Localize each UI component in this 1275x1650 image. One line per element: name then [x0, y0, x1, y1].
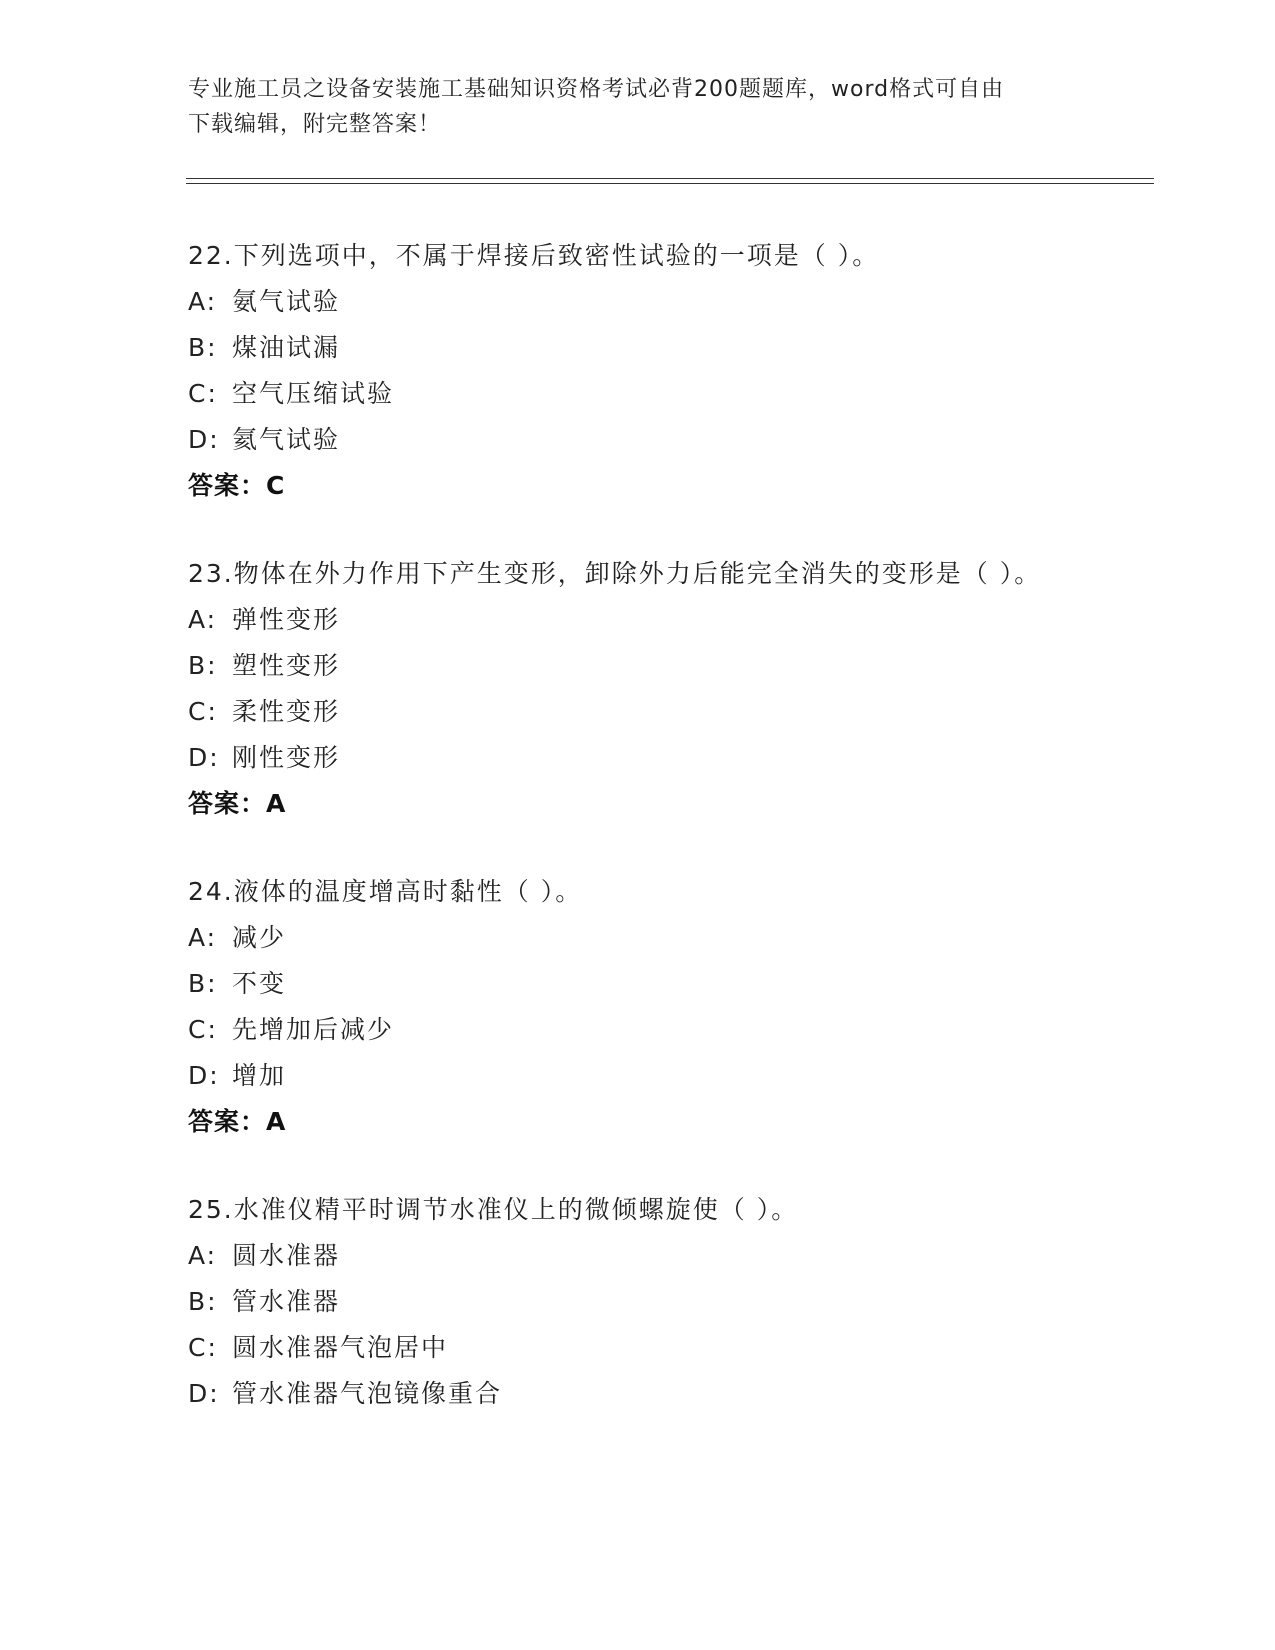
option-text: 不变: [232, 969, 287, 998]
answer-line: 答案：C: [188, 471, 286, 500]
header-divider-bottom: [186, 183, 1154, 184]
option-letter: B:: [188, 1287, 218, 1316]
question-text: 24.液体的温度增高时黏性（ ）。: [188, 877, 583, 906]
answer-line: 答案：A: [188, 1107, 287, 1136]
question-23: [188, 551, 1068, 827]
option-letter: D:: [188, 1379, 220, 1408]
header-line-2: 下载编辑，附完整答案！: [188, 112, 442, 137]
option-a: [188, 597, 1068, 643]
option-letter: C:: [188, 697, 218, 726]
option-letter: B:: [188, 969, 218, 998]
option-c: [188, 689, 1068, 735]
option-letter: A:: [188, 287, 218, 316]
option-text: 煤油试漏: [232, 333, 341, 362]
option-c: [188, 1007, 1068, 1053]
option-d: [188, 1371, 1068, 1417]
header-divider-top: [186, 178, 1154, 179]
option-c: [188, 1325, 1068, 1371]
option-letter: C:: [188, 379, 218, 408]
option-text: 氦气试验: [232, 425, 341, 454]
option-text: 空气压缩试验: [232, 379, 395, 408]
option-b: [188, 325, 1068, 371]
question-list: [188, 233, 1068, 1459]
question-text: 25.水准仪精平时调节水准仪上的微倾螺旋使（ ）。: [188, 1195, 799, 1224]
option-letter: A:: [188, 605, 218, 634]
option-d: [188, 417, 1068, 463]
option-letter: D:: [188, 425, 220, 454]
question-text: 22.下列选项中，不属于焊接后致密性试验的一项是（ ）。: [188, 241, 880, 270]
option-a: [188, 279, 1068, 325]
question-25: [188, 1187, 1068, 1417]
option-letter: D:: [188, 1061, 220, 1090]
option-letter: A:: [188, 923, 218, 952]
option-b: [188, 961, 1068, 1007]
option-text: 管水准器: [232, 1287, 341, 1316]
option-c: [188, 371, 1068, 417]
option-text: 管水准器气泡镜像重合: [232, 1379, 503, 1408]
option-text: 塑性变形: [232, 651, 341, 680]
header-line-1: 专业施工员之设备安装施工基础知识资格考试必背200题题库，word格式可自由: [188, 77, 1005, 102]
option-b: [188, 1279, 1068, 1325]
option-text: 弹性变形: [232, 605, 341, 634]
option-text: 刚性变形: [232, 743, 341, 772]
document-header: [188, 72, 1088, 142]
option-d: [188, 735, 1068, 781]
option-text: 减少: [232, 923, 287, 952]
option-d: [188, 1053, 1068, 1099]
option-letter: C:: [188, 1015, 218, 1044]
question-22: [188, 233, 1068, 509]
option-a: [188, 915, 1068, 961]
option-text: 圆水准器气泡居中: [232, 1333, 449, 1362]
option-text: 增加: [232, 1061, 287, 1090]
option-text: 先增加后减少: [232, 1015, 395, 1044]
option-letter: B:: [188, 651, 218, 680]
option-text: 柔性变形: [232, 697, 341, 726]
option-b: [188, 643, 1068, 689]
option-letter: C:: [188, 1333, 218, 1362]
question-24: [188, 869, 1068, 1145]
question-text: 23.物体在外力作用下产生变形，卸除外力后能完全消失的变形是（ ）。: [188, 559, 1042, 588]
option-text: 氨气试验: [232, 287, 341, 316]
option-letter: A:: [188, 1241, 218, 1270]
option-text: 圆水准器: [232, 1241, 341, 1270]
option-letter: B:: [188, 333, 218, 362]
option-a: [188, 1233, 1068, 1279]
option-letter: D:: [188, 743, 220, 772]
answer-line: 答案：A: [188, 789, 287, 818]
